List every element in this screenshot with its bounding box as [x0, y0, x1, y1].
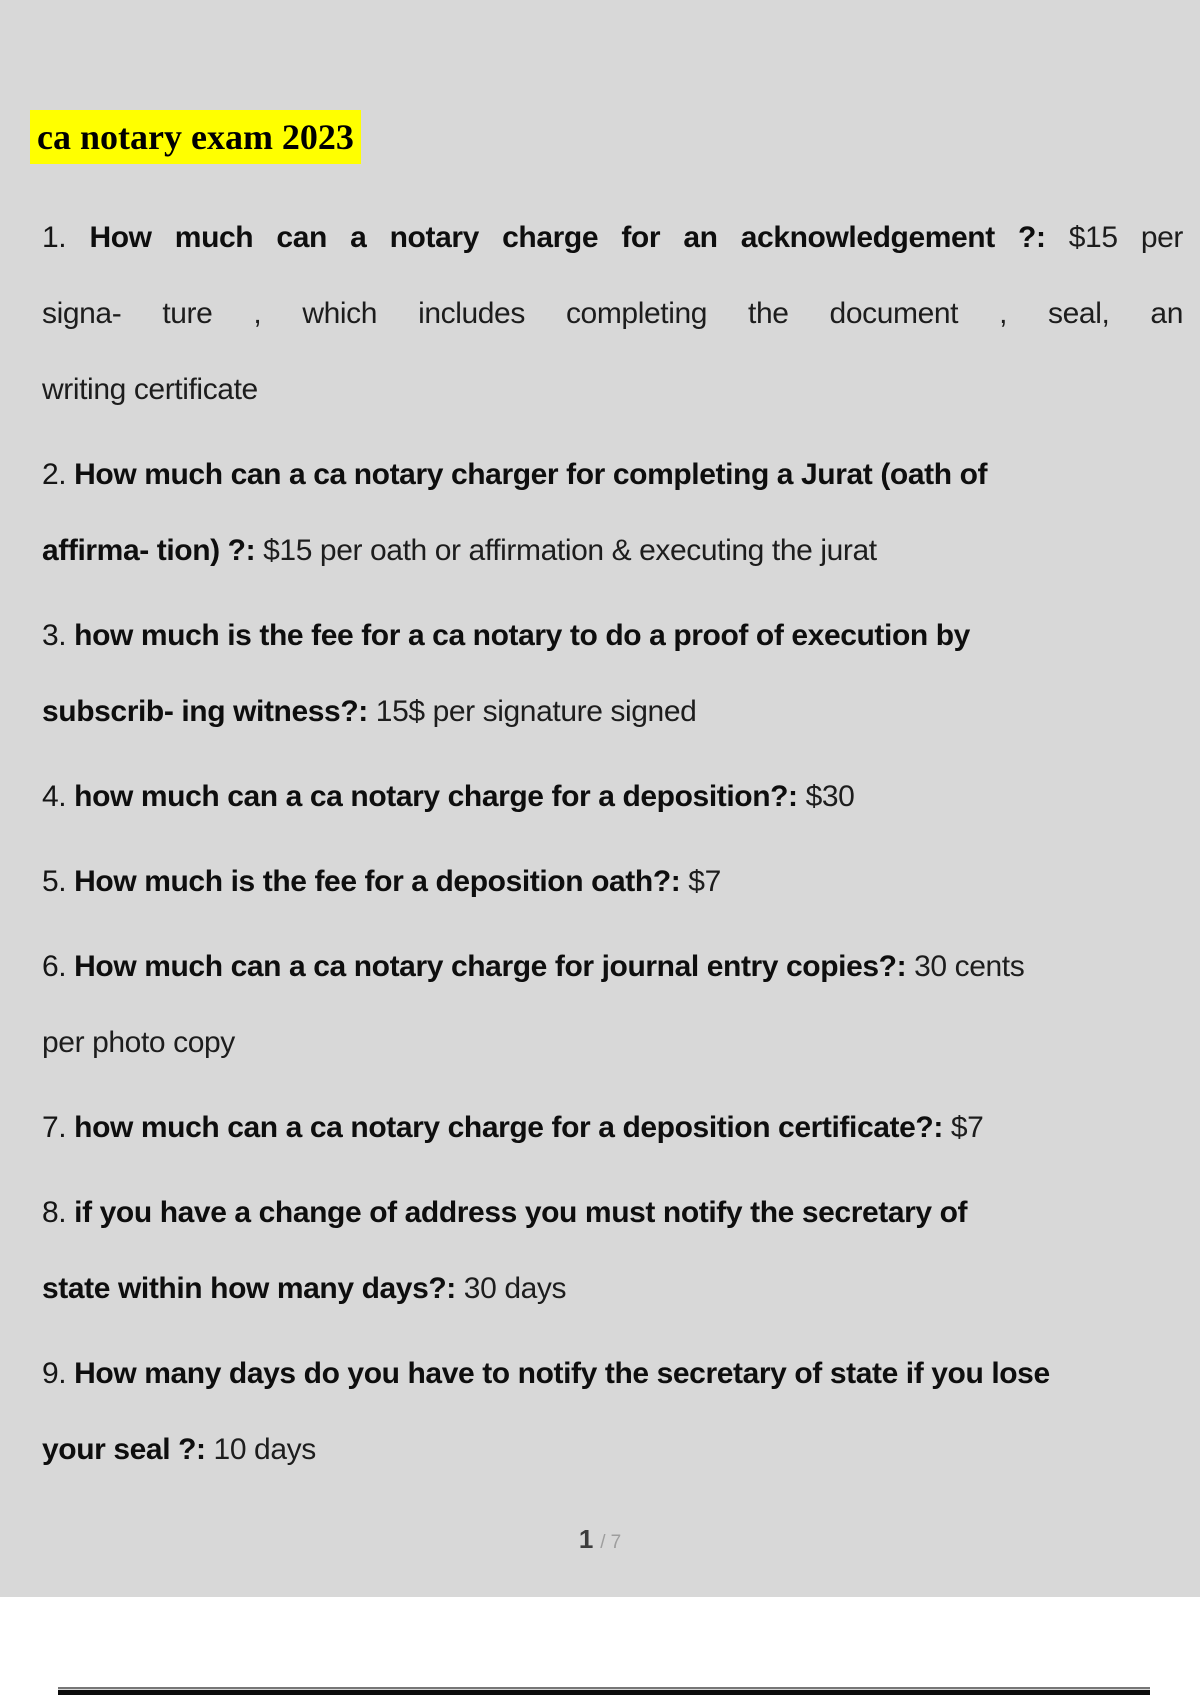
- answer-text: per photo copy: [42, 1026, 235, 1059]
- text-line: [42, 759, 1183, 835]
- text-line: [42, 929, 1183, 1005]
- question-number: 4.: [42, 780, 67, 813]
- question-text: How much can a notary charge for an acknowledgement ?:: [89, 221, 1046, 254]
- question-list: [42, 200, 1183, 1488]
- text-line: [42, 352, 1183, 428]
- question-item: [42, 1175, 1183, 1327]
- text-line: [42, 437, 1183, 513]
- title-row: [0, 0, 1200, 164]
- answer-text: $30: [797, 780, 855, 813]
- page-number-separator: /: [600, 1532, 606, 1553]
- question-number: 6.: [42, 950, 67, 983]
- total-page-count: 7: [610, 1532, 622, 1553]
- question-text: state within how many days?:: [42, 1272, 456, 1305]
- question-item: [42, 759, 1183, 835]
- question-text: your seal ?:: [42, 1433, 206, 1466]
- question-item: [42, 844, 1183, 920]
- answer-text: $7: [942, 1111, 984, 1144]
- text-line: [42, 1336, 1183, 1412]
- text-line: [42, 1090, 1183, 1166]
- text-line: [42, 276, 1183, 352]
- current-page-number: 1: [578, 1524, 594, 1554]
- question-text: How much is the fee for a deposition oath?:: [74, 865, 681, 898]
- question-text: if you have a change of address you must notify the secretary of: [74, 1196, 968, 1229]
- answer-text: 30 cents: [906, 950, 1025, 983]
- answer-text: $15 per: [1045, 221, 1184, 254]
- question-number: 5.: [42, 865, 67, 898]
- question-number: 9.: [42, 1357, 67, 1390]
- text-line: [42, 598, 1183, 674]
- question-text: How many days do you have to notify the secretary of state if you lose: [74, 1357, 1050, 1390]
- question-item: [42, 200, 1183, 428]
- question-number: 8.: [42, 1196, 67, 1229]
- question-item: [42, 1090, 1183, 1166]
- question-text: how much can a ca notary charge for a deposition?:: [74, 780, 798, 813]
- question-item: [42, 929, 1183, 1081]
- question-number: 1.: [42, 221, 67, 254]
- question-item: [42, 437, 1183, 589]
- answer-text: $7: [680, 865, 721, 898]
- text-line: [42, 1175, 1183, 1251]
- question-number: 7.: [42, 1111, 67, 1144]
- answer-text: signa- ture , which includes completing the document , seal, an: [42, 297, 1183, 330]
- text-line: [42, 674, 1183, 750]
- answer-text: $15 per oath or affirmation & executing the jurat: [255, 534, 877, 567]
- question-text: how much is the fee for a ca notary to do a proof of execution by: [74, 619, 970, 652]
- question-item: [42, 598, 1183, 750]
- question-text: affirma- tion) ?:: [42, 534, 256, 567]
- text-line: [42, 1251, 1183, 1327]
- question-number: 2.: [42, 458, 67, 491]
- question-text: how much can a ca notary charge for a deposition certificate?:: [74, 1111, 943, 1144]
- question-number: 3.: [42, 619, 67, 652]
- answer-text: writing certificate: [42, 373, 258, 406]
- next-page-top-border: [58, 1687, 1150, 1695]
- answer-text: 30 days: [455, 1272, 567, 1305]
- page-title: ca notary exam 2023: [30, 110, 361, 164]
- question-text: subscrib- ing witness?:: [42, 695, 368, 728]
- page-footer: [0, 1524, 1200, 1555]
- text-line: [42, 1005, 1183, 1081]
- text-line: [42, 200, 1183, 276]
- text-line: [42, 1412, 1183, 1488]
- page-gap: [0, 1597, 1200, 1700]
- answer-text: 15$ per signature signed: [367, 695, 697, 728]
- answer-text: 10 days: [205, 1433, 316, 1466]
- question-text: How much can a ca notary charge for journal entry copies?:: [74, 950, 907, 983]
- question-text: How much can a ca notary charger for completing a Jurat (oath of: [74, 458, 988, 491]
- text-line: [42, 844, 1183, 920]
- question-item: [42, 1336, 1183, 1488]
- text-line: [42, 513, 1183, 589]
